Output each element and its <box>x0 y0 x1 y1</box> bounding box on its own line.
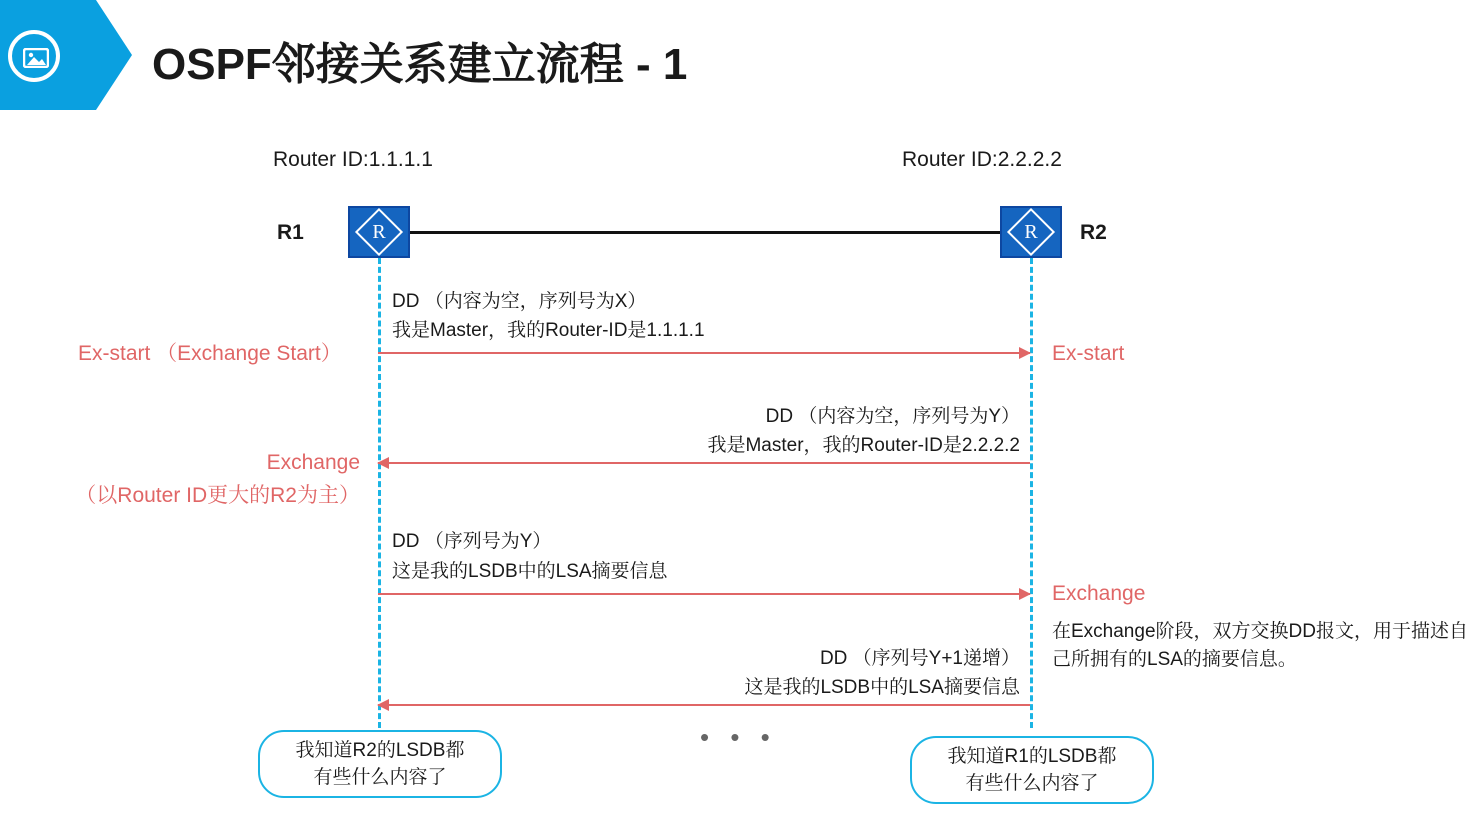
arrow-head-icon <box>1019 588 1031 600</box>
message-3-line1: DD （序列号为Y） <box>392 531 552 552</box>
message-3-line2: 这是我的LSDB中的LSA摘要信息 <box>392 561 668 582</box>
exchange-phase-note: 在Exchange阶段，双方交换DD报文，用于描述自己所拥有的LSA的摘要信息。 <box>1052 621 1468 670</box>
arrow-head-icon <box>377 699 389 711</box>
message-1-line1: DD （内容为空，序列号为X） <box>392 291 647 312</box>
router-id-r1: Router ID:1.1.1.1 <box>273 148 433 171</box>
router-icon-r2[interactable] <box>1000 206 1062 258</box>
callout-left-line1: 我知道R2的LSDB都 <box>295 740 465 761</box>
callout-right-line1: 我知道R1的LSDB都 <box>947 746 1117 767</box>
message-1-line2: 我是Master，我的Router-ID是1.1.1.1 <box>392 320 705 341</box>
logo-badge <box>0 0 132 110</box>
state-left-exchange-note: （以Router ID更大的R2为主） <box>75 484 360 507</box>
message-arrow-4 <box>378 704 1030 706</box>
router-icon-r1[interactable] <box>348 206 410 258</box>
image-logo-icon <box>8 30 60 82</box>
arrow-head-icon <box>377 457 389 469</box>
callout-left-line2: 有些什么内容了 <box>313 767 447 788</box>
message-arrow-1 <box>378 352 1030 354</box>
router-r-glyph: R <box>372 221 386 243</box>
callout-right <box>910 736 1154 804</box>
callout-left <box>258 730 502 798</box>
link-line-r1-r2 <box>410 231 1010 234</box>
state-left-exchange: Exchange <box>266 451 360 474</box>
node-label-r2: R2 <box>1080 221 1107 244</box>
arrow-head-icon <box>1019 347 1031 359</box>
router-id-r2: Router ID:2.2.2.2 <box>902 148 1062 171</box>
router-r-glyph: R <box>1024 221 1038 243</box>
callout-right-line2: 有些什么内容了 <box>965 773 1099 794</box>
message-4-line1: DD （序列号Y+1递增） <box>819 648 1020 669</box>
node-label-r1: R1 <box>277 221 304 244</box>
page-title: OSPF邻接关系建立流程 - 1 <box>152 40 688 89</box>
state-right-exchange: Exchange <box>1052 582 1146 605</box>
lifeline-r1 <box>378 258 381 728</box>
state-right-exstart: Ex-start <box>1052 342 1125 365</box>
message-arrow-2 <box>378 462 1030 464</box>
message-2-line1: DD （内容为空，序列号为Y） <box>765 406 1020 427</box>
lifeline-r2 <box>1030 258 1033 728</box>
ellipsis-dots: • • • <box>700 722 777 752</box>
message-4-line2: 这是我的LSDB中的LSA摘要信息 <box>744 677 1020 698</box>
picture-glyph-icon <box>23 48 49 68</box>
message-2-line2: 我是Master，我的Router-ID是2.2.2.2 <box>707 435 1020 456</box>
message-arrow-3 <box>378 593 1030 595</box>
state-left-exstart: Ex-start （Exchange Start） <box>78 342 342 365</box>
